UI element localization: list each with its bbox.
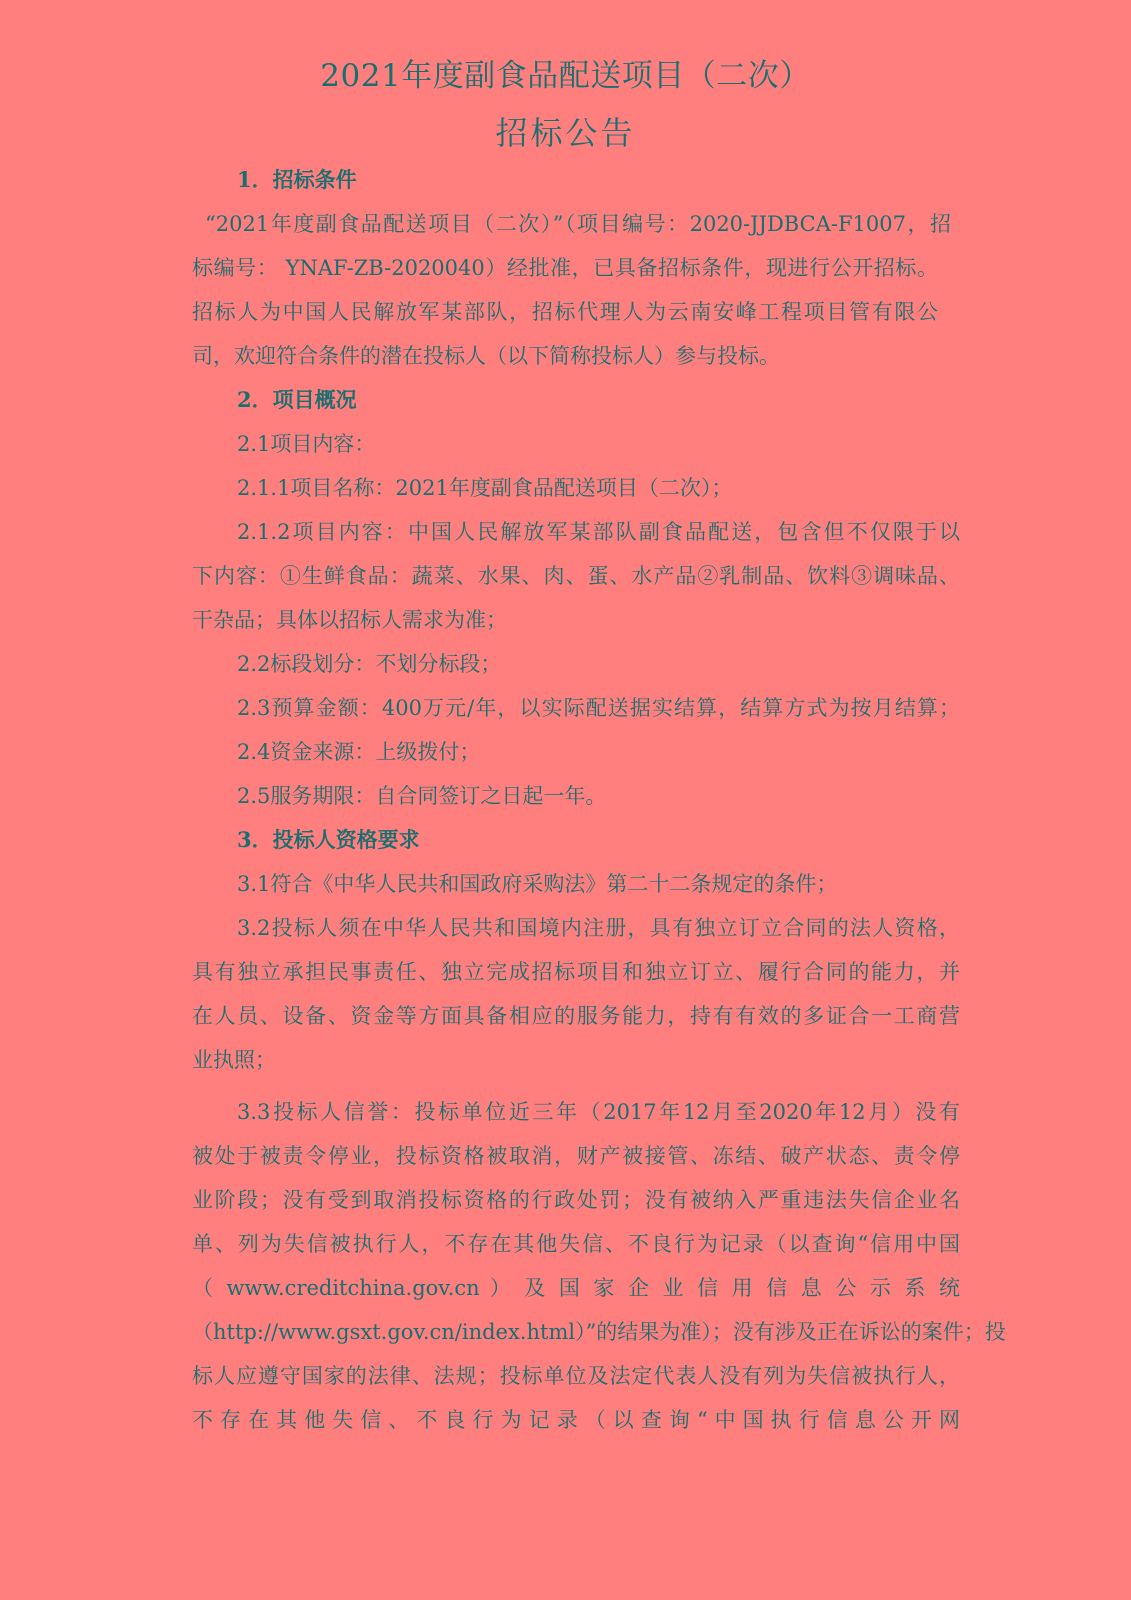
paragraph-line: 2.1.1项目名称：2021年度副食品配送项目（二次）；: [237, 476, 733, 500]
paragraph-line: 2.1.2项目内容：中国人民解放军某部队副食品配送，包含但不仅限于以: [237, 520, 960, 544]
document-subtitle: 招标公告: [495, 114, 636, 152]
section-heading-2: 2．项目概况: [237, 387, 357, 412]
paragraph-line: （ www.creditchina.gov.cn ） 及 国 家 企 业 信 用 信 息 公 示 系 统: [192, 1276, 960, 1300]
paragraph-line: 2.1项目内容：: [237, 432, 376, 456]
paragraph-line: 在人员、设备、资金等方面具备相应的服务能力，持有有效的多证合一工商营: [192, 1004, 960, 1028]
paragraph-line: 2.2标段划分：不划分标段；: [237, 652, 502, 676]
document-title: 2021年度副食品配送项目（二次）: [320, 58, 811, 94]
paragraph-line: 业阶段；没有受到取消投标资格的行政处罚；没有被纳入严重违法失信企业名: [192, 1188, 960, 1212]
paragraph-line: 司，欢迎符合条件的潜在投标人（以下简称投标人）参与投标。: [192, 344, 780, 368]
paragraph-line: 干杂品；具体以招标人需求为准；: [192, 608, 507, 632]
paragraph-line: 3.2投标人须在中华人民共和国境内注册，具有独立订立合同的法人资格，: [237, 916, 960, 940]
paragraph-line: （http://www.gsxt.gov.cn/index.html）”的结果为准）；没有涉及正在诉讼的案件；投: [192, 1320, 1006, 1344]
paragraph-line: 3.3投标人信誉：投标单位近三年（2017年12月至2020年12月）没有: [237, 1100, 960, 1124]
paragraph-line: 标人应遵守国家的法律、法规；投标单位及法定代表人没有列为失信被执行人，: [192, 1364, 960, 1388]
paragraph-line: 招标人为中国人民解放军某部队，招标代理人为云南安峰工程项目管有限公: [192, 300, 938, 324]
paragraph-line: 2.4资金来源：上级拨付；: [237, 740, 481, 764]
paragraph-line: 被处于被责令停业，投标资格被取消，财产被接管、冻结、破产状态、责令停: [192, 1144, 960, 1168]
paragraph-line: 下内容：①生鲜食品：蔬菜、水果、肉、蛋、水产品②乳制品、饮料③调味品、: [192, 564, 960, 588]
paragraph-line: 2.5服务期限：自合同签订之日起一年。: [237, 784, 607, 808]
paragraph-line: 标编号： YNAF-ZB-2020040）经批准，已具备招标条件，现进行公开招标。: [192, 256, 938, 280]
paragraph-line: “2021年度副食品配送项目（二次）”（项目编号：2020-JJDBCA-F1007，招: [205, 212, 951, 236]
paragraph-line: 具有独立承担民事责任、独立完成招标项目和独立订立、履行合同的能力，并: [192, 960, 960, 984]
paragraph-line: 3.1符合《中华人民共和国政府采购法》第二十二条规定的条件；: [237, 872, 838, 896]
paragraph-line: 2.3预算金额：400万元/年，以实际配送据实结算，结算方式为按月结算；: [237, 696, 960, 720]
paragraph-line: 单、列为失信被执行人，不存在其他失信、不良行为记录（以查询“信用中国: [192, 1232, 960, 1256]
section-heading-3: 3．投标人资格要求: [237, 827, 420, 852]
paragraph-line: 业执照；: [192, 1048, 276, 1072]
section-heading-1: 1．招标条件: [237, 167, 357, 192]
paragraph-line: 不 存 在 其 他 失 信 、 不 良 行 为 记 录 （ 以 查 询 “ 中 国 执 行 信 息 公 开 网: [192, 1408, 960, 1432]
